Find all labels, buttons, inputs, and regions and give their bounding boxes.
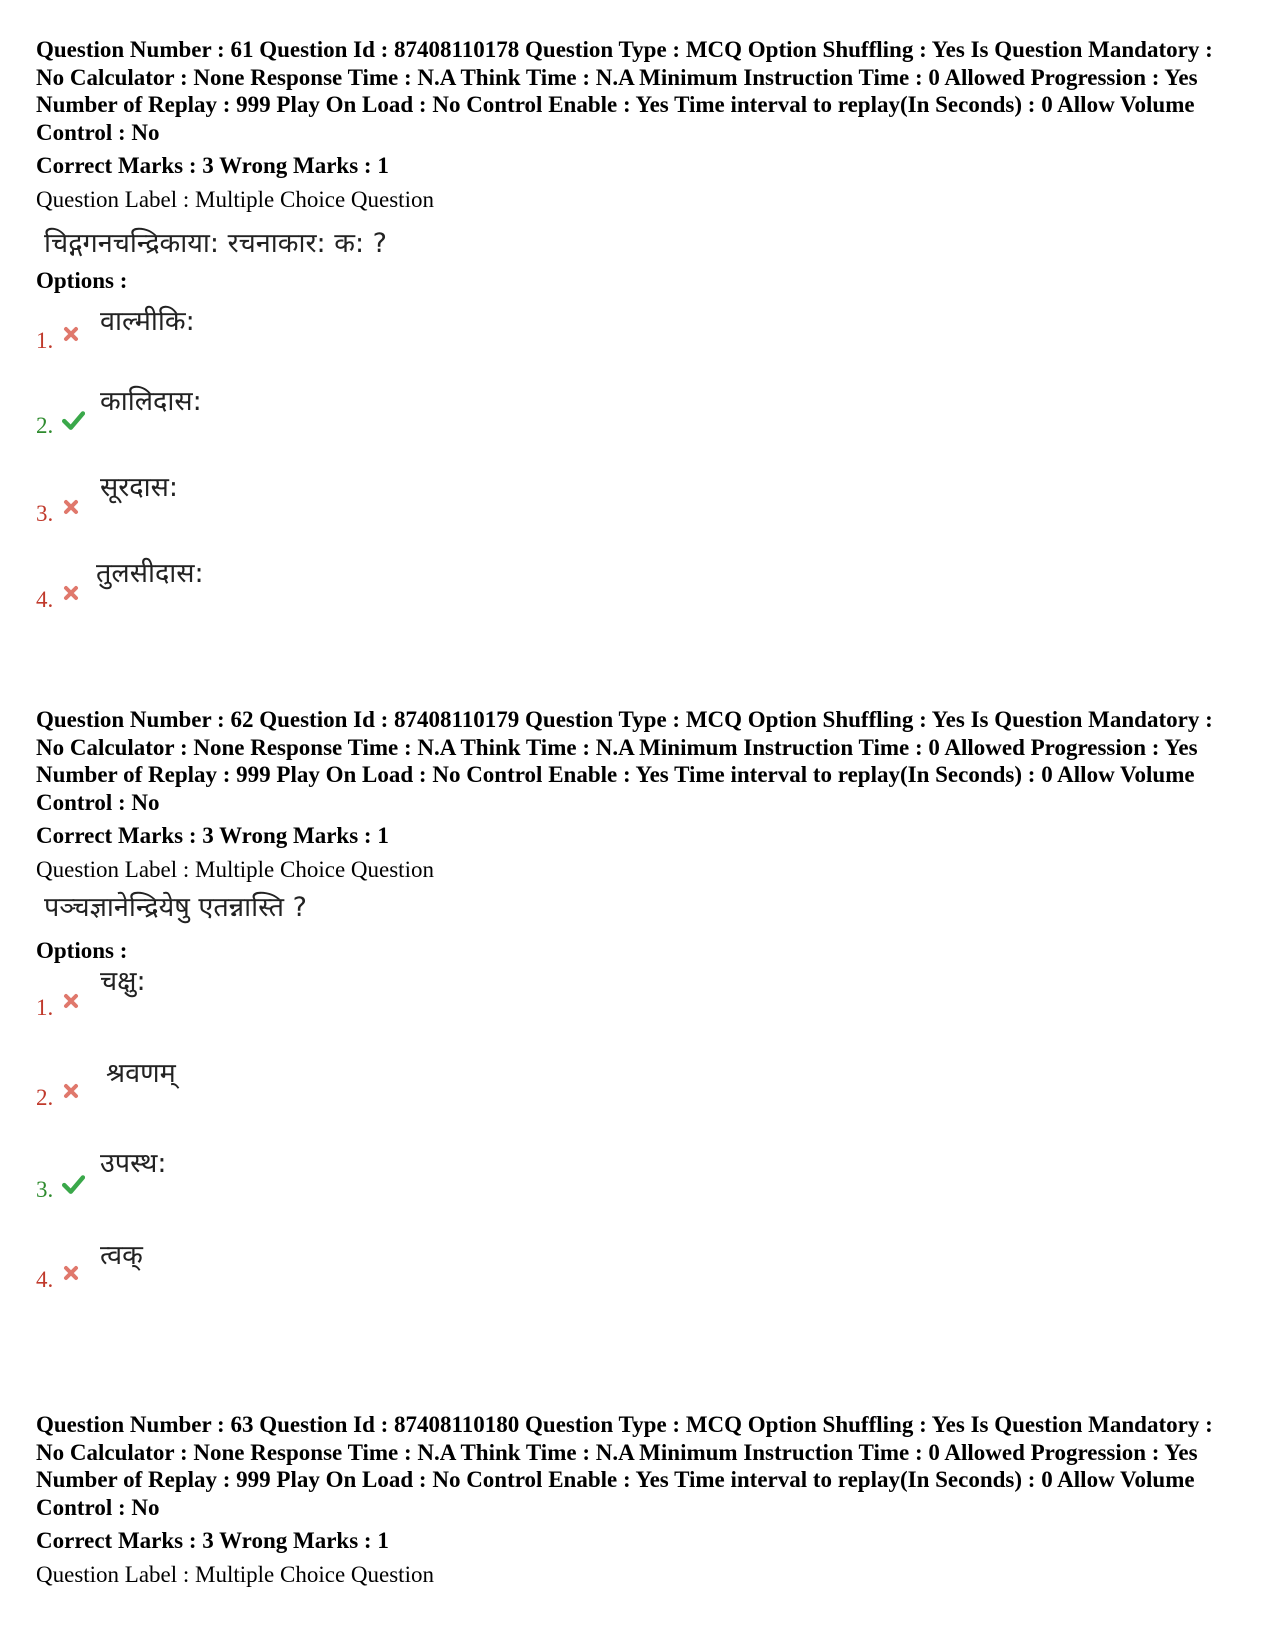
question-header: Question Number : 63 Question Id : 87408110180 Question Type : MCQ Option Shuffling : Yes Is Question Mandatory : No Calculator : None Response Time : N.A Think Time : N.A Minimum Instruction Time : 0 Allowed Progression : Yes Number of Replay : 999 Play On Load : No Control Enable : Yes Time interval to replay(In Seconds) : 0 Allow Volume Control : No (36, 1412, 1213, 1520)
option-text: तुलसीदास: (96, 558, 204, 589)
option-number: 1. (36, 995, 54, 1020)
cross-icon (61, 1081, 81, 1101)
option-3 (36, 1148, 1236, 1252)
option-text: वाल्मीकि: (100, 306, 195, 337)
option-text: श्रवणम् (106, 1058, 176, 1089)
option-text: उपस्थ: (100, 1148, 167, 1179)
cross-icon (61, 1263, 81, 1283)
option-number: 1. (36, 328, 54, 353)
question-label: Question Label : Multiple Choice Question (36, 857, 434, 882)
option-number: 4. (36, 587, 54, 612)
option-1 (36, 308, 1236, 398)
option-text: चक्षु: (100, 966, 146, 997)
option-number: 4. (36, 1267, 54, 1292)
question-63 (36, 1411, 1236, 1588)
option-2 (36, 386, 1236, 488)
option-text: कालिदास: (100, 386, 202, 417)
option-2 (36, 1058, 1236, 1162)
option-text: त्वक् (100, 1240, 143, 1271)
option-number: 2. (36, 413, 54, 438)
option-text: सूरदास: (100, 472, 178, 503)
option-number: 2. (36, 1085, 54, 1110)
question-61 (36, 36, 1236, 668)
cross-icon (61, 991, 81, 1011)
question-marks: Correct Marks : 3 Wrong Marks : 1 (36, 153, 389, 178)
question-marks: Correct Marks : 3 Wrong Marks : 1 (36, 823, 389, 848)
option-number: 3. (36, 501, 54, 526)
cross-icon (61, 497, 81, 517)
check-icon (61, 1173, 85, 1195)
option-number: 3. (36, 1177, 54, 1202)
option-1 (36, 966, 1236, 1072)
question-label: Question Label : Multiple Choice Question (36, 1562, 434, 1587)
option-3 (36, 472, 1236, 578)
question-header: Question Number : 61 Question Id : 87408110178 Question Type : MCQ Option Shuffling : Yes Is Question Mandatory : No Calculator : None Response Time : N.A Think Time : N.A Minimum Instruction Time : 0 Allowed Progression : Yes Number of Replay : 999 Play On Load : No Control Enable : Yes Time interval to replay(In Seconds) : 0 Allow Volume Control : No (36, 37, 1213, 145)
check-icon (61, 409, 85, 431)
cross-icon (61, 324, 81, 344)
cross-icon (61, 583, 81, 603)
question-62 (36, 706, 1236, 1342)
option-4 (36, 558, 1236, 668)
question-label: Question Label : Multiple Choice Question (36, 187, 434, 212)
option-4 (36, 1240, 1236, 1342)
options-title: Options : (36, 938, 128, 963)
question-header: Question Number : 62 Question Id : 87408110179 Question Type : MCQ Option Shuffling : Yes Is Question Mandatory : No Calculator : None Response Time : N.A Think Time : N.A Minimum Instruction Time : 0 Allowed Progression : Yes Number of Replay : 999 Play On Load : No Control Enable : Yes Time interval to replay(In Seconds) : 0 Allow Volume Control : No (36, 707, 1213, 815)
options-title: Options : (36, 268, 128, 293)
question-text: पञ्चज्ञानेन्द्रियेषु एतन्नास्ति ? (44, 892, 307, 923)
question-marks: Correct Marks : 3 Wrong Marks : 1 (36, 1528, 389, 1553)
question-text: चिद्गगनचन्द्रिकाया: रचनाकार: क: ? (44, 228, 387, 259)
